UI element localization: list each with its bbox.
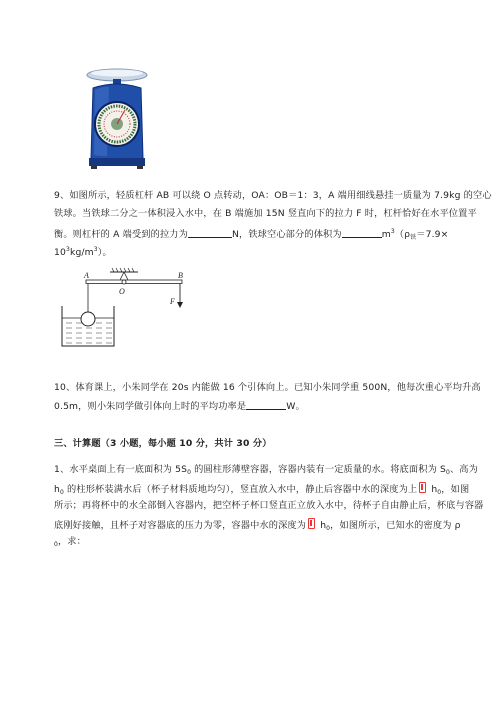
answer-blank[interactable] xyxy=(188,228,232,238)
kitchen-scale-image xyxy=(83,66,149,170)
label-B: B xyxy=(178,271,183,280)
q1-line-2: $h_0$ 的柱形杯装满水后（杯子材料质地均匀），竖直放入水中，静止后容器中水的深度为上 $h_0$，如图 xyxy=(54,484,470,496)
q10-line-1: 10、体育课上，小朱同学在 20s 内能做 16 个引体向上。已知小朱同学重 500N，他每次重心平均升高 xyxy=(54,382,481,393)
q1-line-5: $_0$，求： xyxy=(54,536,86,548)
answer-blank[interactable] xyxy=(342,228,382,238)
q9-line-2: 铁球。当铁球二分之一体积浸入水中，在 B 端施加 15N 竖直向下的拉力 F 时，杠杆恰好在水平位置平 xyxy=(54,208,477,219)
q1-line-3: 所示；再将杯中的水全部倒入容器内，把空杯子杯口竖直正立放入水中，待杯子自由静止后，杯底与容器 xyxy=(54,500,484,511)
q9-line-4: $10^3kg/m^3$）。 xyxy=(54,246,112,258)
label-O: O xyxy=(119,287,125,296)
fraction-marker xyxy=(308,518,315,529)
answer-blank[interactable] xyxy=(246,400,286,410)
section-heading: 三、计算题（3 小题，每小题 10 分，共计 30 分） xyxy=(54,438,272,449)
q9-line-3: 衡。则杠杆的 A 端受到的拉力为 N，铁球空心部分的体积为 $m^3(\rho_铁=7.9\times$ xyxy=(54,228,449,241)
fraction-marker xyxy=(419,482,426,493)
label-F: F xyxy=(170,297,175,306)
q1-line-1: 1、水平桌面上有一底面积为 $5S_0$ 的圆柱形薄壁容器，容器内装有一定质量的水。将底面积为 $S_0$、高为 xyxy=(54,464,478,476)
q1-line-4: 底刚好接触，且杯子对容器底的压力为零，容器中水的深度为 $h_0$，如图所示，已知水的密度为 ρ xyxy=(54,520,461,532)
q9-line-1: 9、如图所示，轻质杠杆 AB 可以绕 O 点转动，OA：OB＝1：3，A 端用细线悬挂一质量为 7.9kg 的空心 xyxy=(54,190,492,201)
lever-diagram xyxy=(58,266,198,354)
label-A: A xyxy=(84,271,89,280)
q10-line-2: 0.5m，则小朱同学做引体向上时的平均功率是 W。 xyxy=(54,401,305,412)
